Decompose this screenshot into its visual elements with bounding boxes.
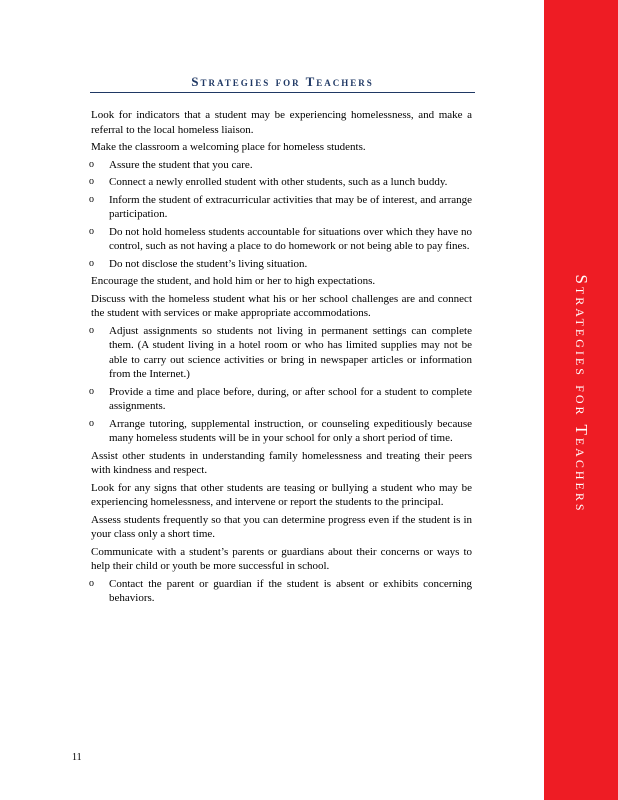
sub-list-item-text: Do not disclose the student’s living situation.: [109, 257, 308, 270]
list-item-text: Look for indicators that a student may be experiencing homelessness, and make a referral to the local homeless liaison.: [91, 109, 472, 136]
circle-bullet-icon: o: [89, 577, 94, 589]
sub-list-item-text: Provide a time and place before, during, or after school for a student to complete assignments.: [109, 385, 472, 412]
sub-list-item: [62, 225, 472, 254]
sidebar-title: Strategies for Teachers: [572, 274, 591, 514]
red-sidebar: [544, 0, 618, 800]
list-item: [62, 140, 472, 155]
sub-list-item: [62, 257, 472, 272]
sub-list-item-text: Arrange tutoring, supplemental instruction, or counseling expeditiously because many homeless students will be in your school for only a short period of time.: [109, 417, 472, 444]
circle-bullet-icon: o: [89, 417, 94, 429]
list-item: [62, 481, 472, 510]
circle-bullet-icon: o: [89, 257, 94, 269]
sub-list-item: [62, 417, 472, 446]
circle-bullet-icon: o: [89, 176, 94, 187]
list-item-text: Discuss with the homeless student what his or her school challenges are and connect the student with services or make appropriate accommodations.: [91, 292, 472, 319]
sub-list-item-text: Assure the student that you care.: [109, 158, 253, 171]
sub-list-item: [62, 158, 472, 173]
sub-list-item-text: Contact the parent or guardian if the student is absent or exhibits concerning behaviors.: [109, 577, 472, 604]
list-item: [62, 292, 472, 321]
sub-list-item: [62, 324, 472, 382]
sub-list-item: [62, 175, 472, 190]
circle-bullet-icon: o: [89, 385, 94, 397]
sub-list-item-text: Do not hold homeless students accountable for situations over which they have no control, such as not having a place to do homework or not being able to pay fines.: [109, 225, 472, 252]
list-item-text: Assist other students in understanding family homelessness and treating their peers with kindness and respect.: [91, 449, 472, 476]
circle-bullet-icon: o: [89, 193, 94, 205]
title-underline: [90, 92, 475, 93]
sub-list-item: [62, 193, 472, 222]
list-item-text: Encourage the student, and hold him or her to high expectations.: [91, 275, 376, 287]
circle-bullet-icon: o: [89, 324, 94, 336]
list-item-text: Make the classroom a welcoming place for homeless students.: [91, 141, 366, 153]
list-item: [62, 545, 472, 574]
sub-list-item-text: Connect a newly enrolled student with other students, such as a lunch buddy.: [109, 176, 448, 188]
list-item-text: Look for any signs that other students are teasing or bullying a student who may be experiencing homelessness, and intervene or report the students to the principal.: [91, 481, 472, 508]
sub-list-item-text: Adjust assignments so students not living in permanent settings can complete them. (A student living in a hotel room or who has limited supplies may not be able to carry out science activities or bring in newspaper articles or information from the Internet.): [109, 324, 472, 380]
sub-list-item: [62, 577, 472, 606]
circle-bullet-icon: o: [89, 158, 94, 170]
list-item-text: Communicate with a student’s parents or guardians about their concerns or ways to help their child or youth be more successful in school.: [91, 545, 472, 572]
sub-list-item-text: Inform the student of extracurricular activities that may be of interest, and arrange participation.: [109, 193, 472, 220]
page-title: Strategies for Teachers: [191, 74, 374, 89]
list-item: [62, 513, 472, 542]
circle-bullet-icon: o: [89, 225, 94, 237]
strategy-list: [62, 108, 472, 609]
page-number: 11: [72, 752, 82, 763]
list-item: [62, 274, 472, 289]
sub-list-item: [62, 385, 472, 414]
list-item: [62, 108, 472, 137]
list-item: [62, 449, 472, 478]
list-item-text: Assess students frequently so that you can determine progress even if the student is in your class only a short time.: [91, 513, 472, 540]
